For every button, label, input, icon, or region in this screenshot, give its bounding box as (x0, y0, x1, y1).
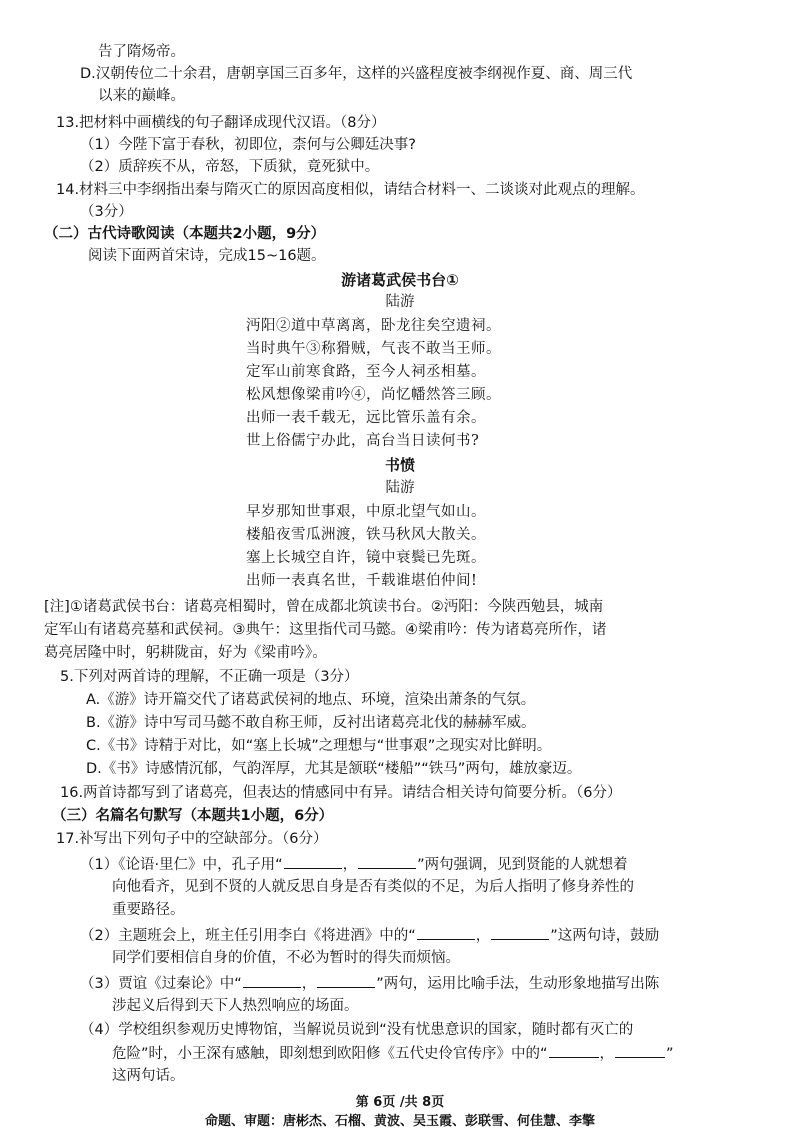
q17-item1-line3: 重要路径。 (112, 902, 185, 918)
answer-blank[interactable] (491, 925, 549, 940)
q17-item3-line2: 涉起义后得到天下人热烈响应的场面。 (112, 998, 359, 1014)
notes-line2: 定军山有诸葛亮墓和武侯祠。③典午：这里指代司马懿。④梁甫吟：传为诸葛亮所作，诸 (44, 622, 607, 638)
q17-item3-line1: （3）贾谊《过秦论》中“ ， ”两句，运用比喻手法，生动形象地描写出陈 (80, 973, 659, 994)
answer-blank[interactable] (615, 1043, 665, 1058)
section-2-heading: （二）古代诗歌阅读（本题共2小题，9分） (44, 226, 326, 242)
poem2-title: 书愤 (384, 456, 415, 474)
q15-stem: 5.下列对两首诗的理解，不正确一项是（3分） (60, 669, 359, 685)
q13-sentence-2: （2）质辞疾不从，帝怒，下质狱，竟死狱中。 (80, 159, 380, 175)
answer-blank[interactable] (317, 973, 375, 988)
q17-item4-line1: （4）学校组织参观历史博物馆，当解说员说到“没有忧患意识的国家，随时都有灭亡的 (80, 1022, 634, 1038)
poem2-line: 早岁那知世事艰，中原北望气如山。 (246, 504, 486, 520)
q15-option-c: C.《书》诗精于对比，如“塞上长城”之理想与“世事艰”之现实对比鲜明。 (86, 738, 552, 754)
poem2-line: 出师一表真名世，千载谁堪伯仲间! (246, 573, 478, 589)
poem1-line: 松风想像梁甫吟④，尚忆幡然答三顾。 (246, 387, 501, 403)
poem1-line: 出师一表千载无，远比管乐盖有余。 (246, 410, 486, 426)
q15-option-d: D.《书》诗感情沉郁，气韵浑厚，尤其是颔联“楼船”“铁马”两句，雄放豪迈。 (86, 761, 582, 777)
poem1-line: 世上俗儒宁办此，高台当日读何书? (246, 433, 480, 449)
q17-item1-line1: （1）《论语·里仁》中，孔子用“ ， ”两句强调，见到贤能的人就想着 (80, 854, 628, 875)
answer-blank[interactable] (284, 854, 342, 869)
poem1-line: 定军山前寒食路，至今人祠丞相墓。 (246, 364, 486, 380)
answer-blank[interactable] (549, 1043, 599, 1058)
poem2-author: 陆游 (385, 480, 415, 496)
q14-line2: （3分） (80, 204, 133, 220)
section-2-intro: 阅读下面两首宋诗，完成15~16题。 (88, 248, 326, 264)
poem1-line: 当时典午③称猾贼，气丧不敢当王师。 (246, 341, 501, 357)
poem2-line: 楼船夜雪瓜洲渡，铁马秋风大散关。 (246, 527, 486, 543)
q15-option-a: A.《游》诗开篇交代了诸葛武侯祠的地点、环境，渲染出萧条的气氛。 (86, 692, 536, 708)
notes-line3: 葛亮居隆中时，躬耕陇亩，好为《梁甫吟》。 (44, 645, 327, 661)
answer-blank[interactable] (243, 973, 301, 988)
q17-item1-line2: 向他看齐，见到不贤的人就反思自身是否有类似的不足，为后人指明了修身养性的 (112, 879, 634, 895)
q17-stem: 17.补写出下列句子中的空缺部分。（6分） (56, 831, 328, 847)
q17-item4-line2: 危险”时，小王深有感触，即刻想到欧阳修《五代史伶官传序》中的“ ， ” (112, 1043, 674, 1064)
q17-item2-line2: 同学们要相信自身的价值，不必为暂时的得失而烦恼。 (112, 950, 460, 966)
q13-stem: 13.把材料中画横线的句子翻译成现代汉语。（8分） (56, 115, 386, 131)
page-number: 第 6页 /共 8页 (355, 1095, 445, 1110)
section-3-heading: （三）名篇名句默写（本题共1小题，6分） (52, 808, 334, 824)
q12-option-d-line2: 以来的巅峰。 (98, 88, 185, 104)
poem1-line: 沔阳②道中草离离，卧龙往矣空遗祠。 (246, 318, 501, 334)
q17-item2-line1: （2）主题班会上，班主任引用李白《将进酒》中的“ ， ”这两句诗，鼓励 (80, 925, 659, 946)
q15-option-b: B.《游》诗中写司马懿不敢自称王师，反衬出诸葛亮北伐的赫赫军威。 (86, 715, 536, 731)
poem1-title: 游诸葛武侯书台① (341, 271, 459, 289)
q16-stem: 16.两首诗都写到了诸葛亮，但表达的情感同中有异。请结合相关诗句简要分析。（6分） (60, 785, 622, 801)
q12-c-tail: 告了隋炀帝。 (98, 44, 185, 60)
notes-line1: [注]①诸葛武侯书台：诸葛亮相蜀时，曾在成都北筑读书台。②沔阳：今陕西勉县，城南 (44, 599, 604, 615)
poem2-line: 塞上长城空自许，镜中衰鬓已先斑。 (246, 550, 486, 566)
answer-blank[interactable] (358, 854, 416, 869)
q14-line1: 14.材料三中李纲指出秦与隋灭亡的原因高度相似，请结合材料一、二谈谈对此观点的理解。 (56, 182, 645, 198)
q17-item4-line3: 这两句话。 (112, 1068, 185, 1084)
q12-option-d-line1: D.汉朝传位二十余君，唐朝享国三百多年，这样的兴盛程度被李纲视作夏、商、周三代 (80, 66, 633, 82)
credits-line: 命题、审题：唐彬杰、石榴、黄波、吴玉霞、彭联雪、何佳慧、李擎 (204, 1114, 595, 1129)
answer-blank[interactable] (417, 925, 475, 940)
poem1-author: 陆游 (385, 294, 415, 310)
q13-sentence-1: （1）今陛下富于春秋，初即位，柰何与公卿廷决事? (80, 137, 416, 153)
